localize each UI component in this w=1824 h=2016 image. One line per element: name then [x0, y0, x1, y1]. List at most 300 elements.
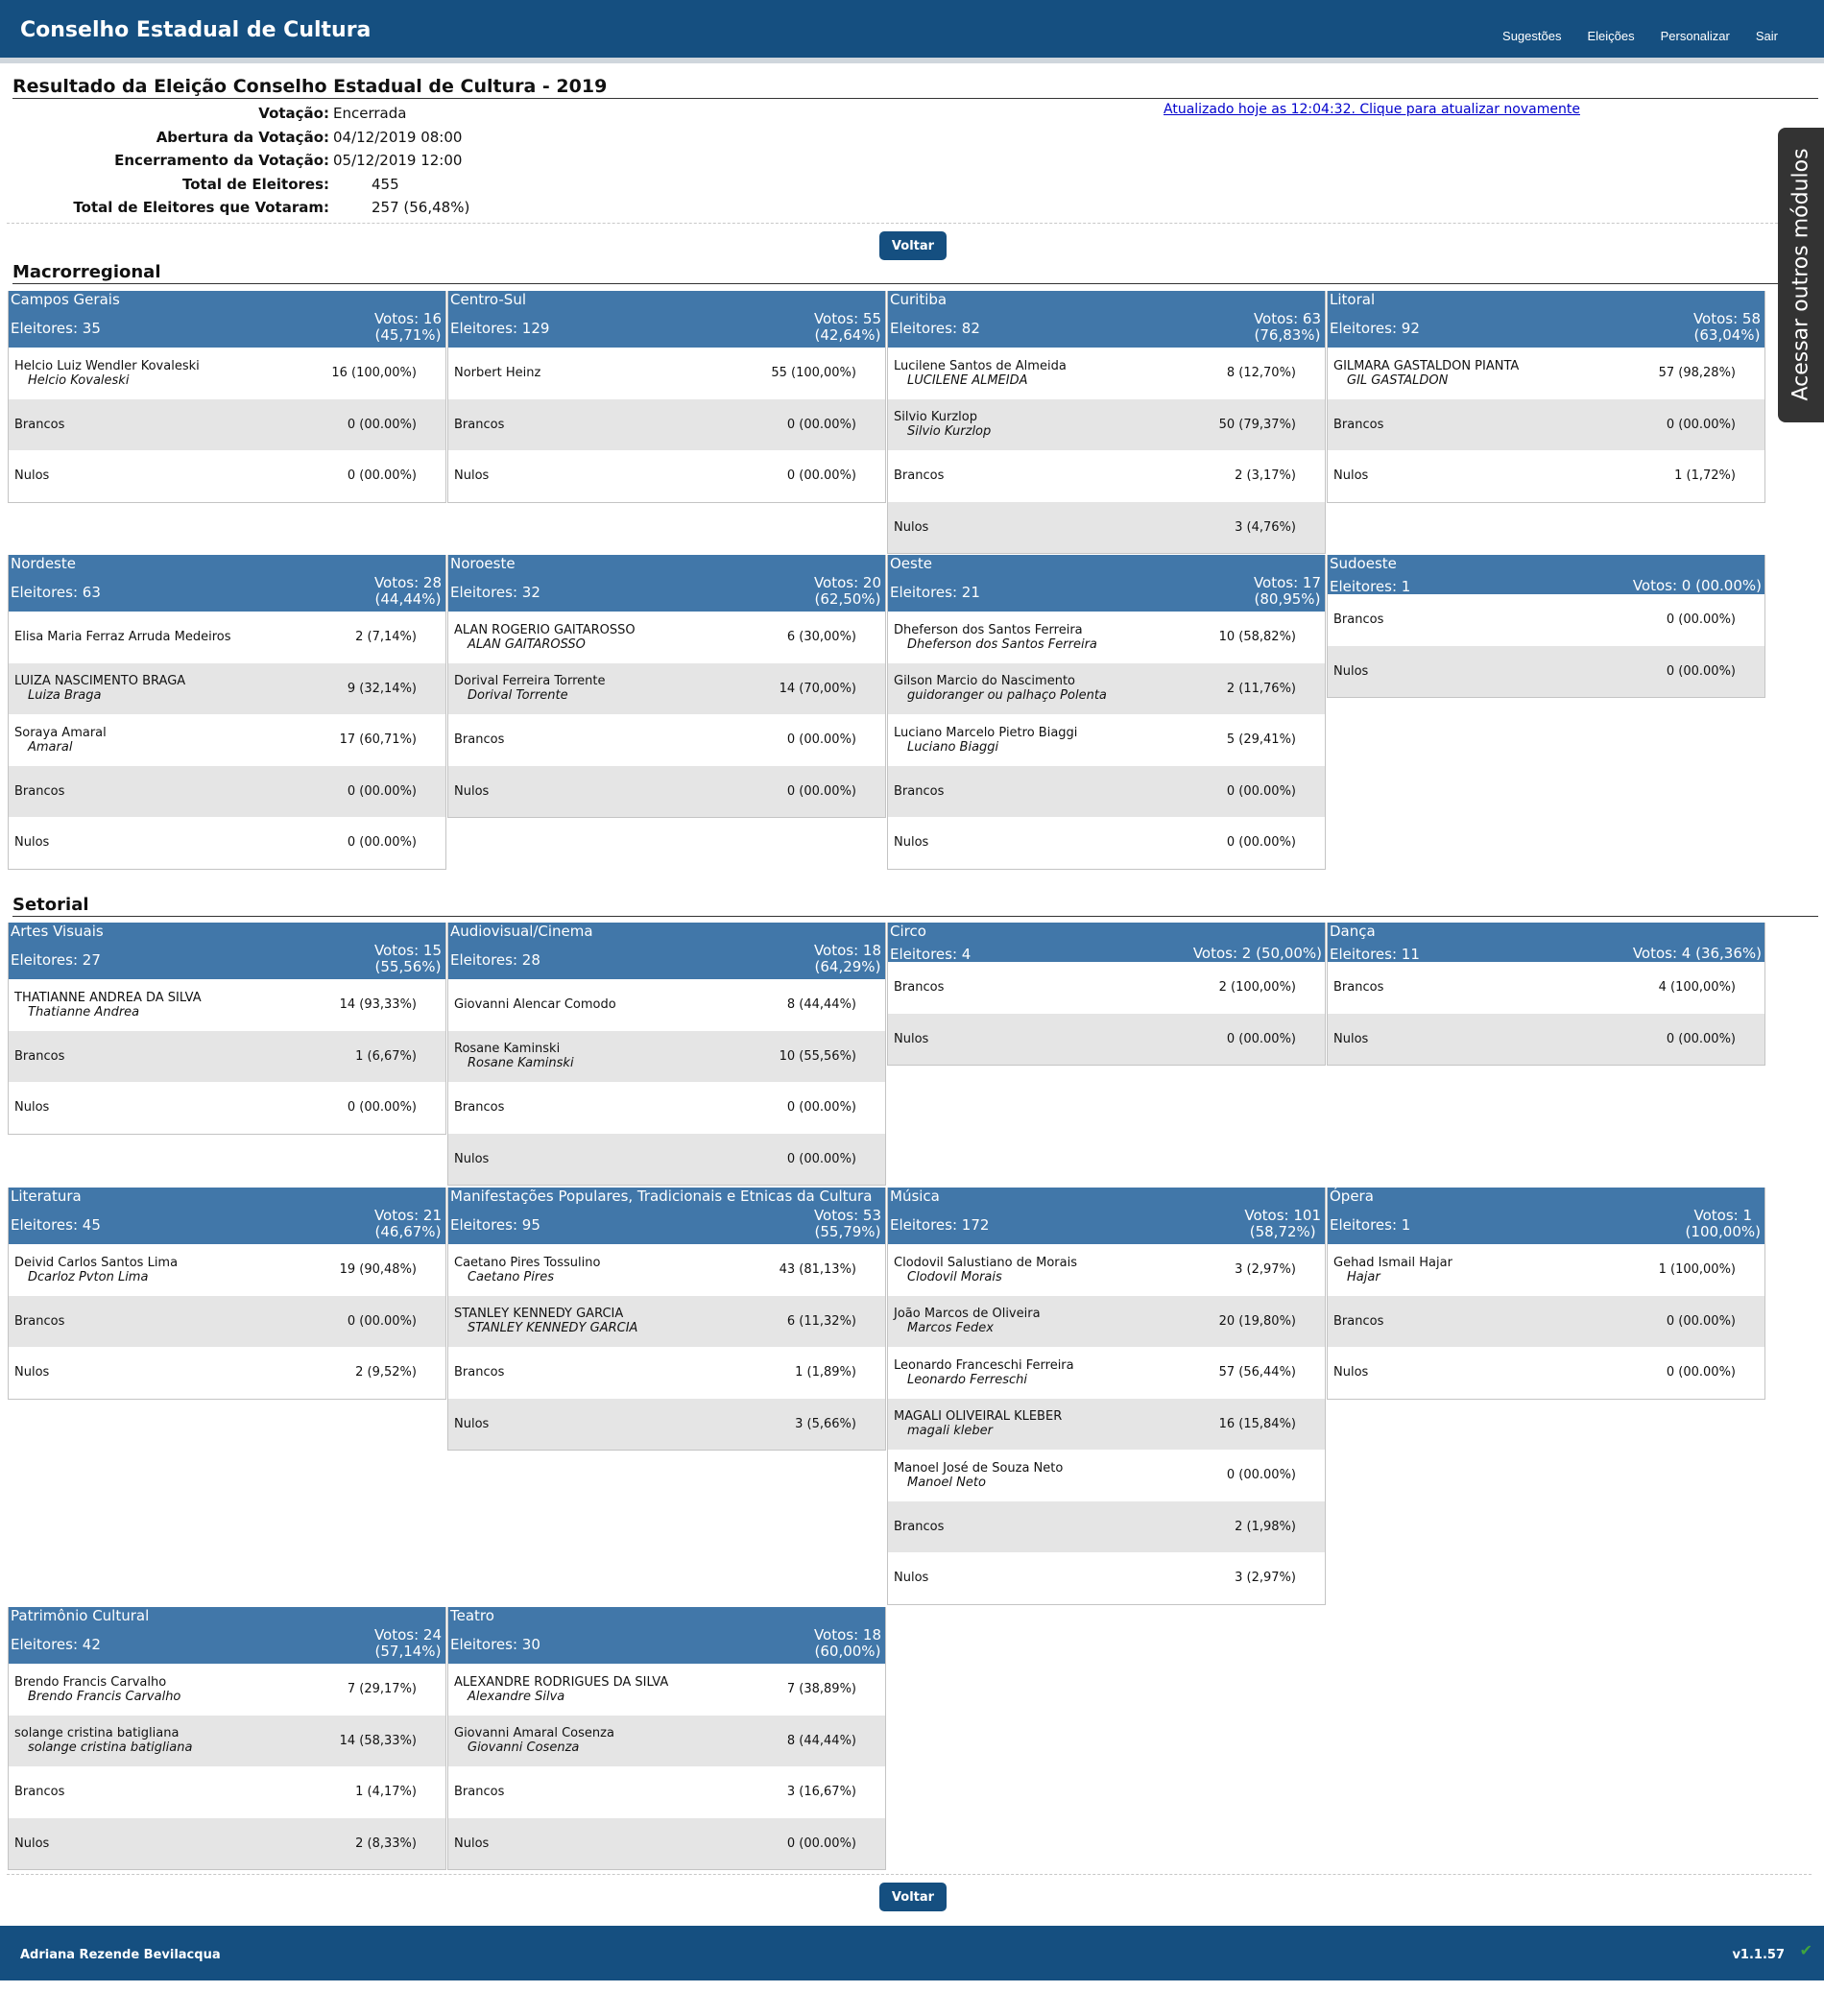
candidate-name: Nulos — [894, 835, 929, 851]
result-row — [448, 450, 885, 502]
candidate-name: Brancos — [14, 1048, 65, 1064]
candidate-name: THATIANNE ANDREA DA SILVA — [14, 990, 202, 1005]
other-modules-label: Acessar outros módulos — [1788, 148, 1813, 401]
card-body — [9, 348, 445, 502]
row-votes: 0 (00.00%) — [786, 1100, 856, 1116]
result-row — [448, 1716, 885, 1767]
row-votes: 1 (1,89%) — [795, 1365, 856, 1380]
card-voters: Eleitores: 32 — [450, 584, 540, 601]
footer-user: Adriana Rezende Bevilacqua — [20, 1948, 221, 1962]
result-row — [1328, 1296, 1764, 1348]
row-candidate — [1333, 1365, 1368, 1380]
candidate-alias: Marcos Fedex — [907, 1321, 994, 1336]
result-card-circo — [887, 923, 1326, 1066]
result-row — [888, 962, 1325, 1014]
result-row — [888, 663, 1325, 715]
row-votes: 2 (8,33%) — [355, 1836, 417, 1851]
voltar-button-top[interactable]: Voltar — [879, 231, 947, 260]
row-candidate — [894, 784, 944, 799]
card-header — [1328, 923, 1764, 962]
row-candidate — [14, 1785, 64, 1799]
candidate-name: Giovanni Alencar Comodo — [454, 997, 616, 1013]
info-label: Abertura da Votação: — [156, 128, 329, 146]
divider — [7, 223, 1812, 224]
result-row — [1328, 1244, 1764, 1296]
candidate-name: Brancos — [1333, 1313, 1384, 1329]
card-body — [1328, 348, 1764, 502]
info-label: Votação: — [258, 105, 329, 123]
row-votes: 0 (00.00%) — [786, 417, 856, 432]
candidate-alias: Luciano Biaggi — [907, 739, 999, 755]
candidate-name: Nulos — [454, 1151, 490, 1166]
candidate-alias: Hajar — [1347, 1269, 1380, 1284]
voltar-button-bottom[interactable]: Voltar — [879, 1883, 947, 1911]
result-row — [9, 1031, 445, 1083]
row-candidate — [454, 674, 606, 703]
result-row — [1328, 1347, 1764, 1399]
row-candidate — [1333, 359, 1519, 388]
row-votes: 7 (29,17%) — [347, 1682, 417, 1697]
check-icon: ✔ — [1799, 1941, 1812, 1959]
result-card-sudoeste — [1327, 555, 1765, 698]
card-votes — [1193, 946, 1322, 962]
row-votes: 16 (15,84%) — [1218, 1416, 1296, 1431]
info-value: 257 (56,48%) — [372, 199, 470, 217]
card-votes — [1686, 1208, 1761, 1240]
card-body — [448, 1244, 885, 1450]
row-candidate — [454, 1785, 504, 1799]
candidate-name: Nulos — [894, 519, 929, 535]
row-candidate — [894, 410, 991, 439]
row-votes: 0 (00.00%) — [1666, 1365, 1736, 1380]
candidate-name: ALAN ROGERIO GAITAROSSO — [454, 622, 636, 637]
candidate-alias: Helcio Kovaleski — [28, 372, 130, 388]
card-title: Música — [890, 1188, 940, 1205]
candidate-name: Nulos — [454, 783, 490, 799]
candidate-name: Norbert Heinz — [454, 366, 541, 381]
card-header — [888, 923, 1325, 962]
result-row — [9, 399, 445, 451]
candidate-name: Nulos — [894, 1031, 929, 1046]
card-title: Patrimônio Cultural — [11, 1607, 150, 1624]
card-votes-line: Votos: 18 — [813, 942, 881, 959]
row-candidate — [894, 1256, 1077, 1284]
card-votes — [374, 943, 442, 975]
card-voters: Eleitores: 95 — [450, 1216, 540, 1234]
result-row — [888, 1014, 1325, 1066]
result-row — [448, 1347, 885, 1399]
card-body — [448, 979, 885, 1185]
candidate-alias: Thatianne Andrea — [28, 1004, 140, 1020]
result-row — [448, 1399, 885, 1451]
row-votes: 14 (70,00%) — [779, 681, 856, 696]
result-row — [9, 817, 445, 869]
result-row — [1328, 1014, 1764, 1066]
result-row — [9, 1766, 445, 1818]
candidate-name: Dheferson dos Santos Ferreira — [894, 622, 1083, 637]
result-row — [9, 348, 445, 399]
card-votes-line: (45,71%) — [374, 326, 442, 344]
row-candidate — [1333, 612, 1383, 627]
row-votes: 7 (38,89%) — [786, 1682, 856, 1697]
candidate-name: Caetano Pires Tossulino — [454, 1255, 601, 1270]
row-candidate — [454, 1365, 504, 1380]
card-votes-line: (62,50%) — [814, 590, 881, 608]
card-header — [448, 555, 885, 612]
row-votes: 1 (100,00%) — [1658, 1262, 1736, 1278]
candidate-name: Giovanni Amaral Cosenza — [454, 1726, 614, 1741]
row-candidate — [14, 726, 107, 755]
result-row — [888, 450, 1325, 502]
card-votes-line: Votos: 24 — [373, 1626, 442, 1644]
row-votes: 0 (00.00%) — [786, 783, 856, 799]
row-votes: 2 (3,17%) — [1235, 468, 1296, 484]
card-votes — [374, 575, 442, 608]
card-header — [1328, 1188, 1764, 1244]
candidate-alias: Dcarloz Pvton Lima — [28, 1269, 149, 1284]
app-header — [0, 0, 1824, 63]
row-votes: 0 (00.00%) — [786, 468, 856, 484]
row-votes: 43 (81,13%) — [779, 1262, 856, 1278]
result-row — [888, 1501, 1325, 1553]
candidate-name: ALEXANDRE RODRIGUES DA SILVA — [454, 1674, 669, 1690]
row-votes: 0 (00.00%) — [1226, 1031, 1296, 1046]
card-voters: Eleitores: 30 — [450, 1636, 540, 1653]
result-row — [9, 766, 445, 818]
candidate-name: Brancos — [894, 468, 945, 484]
result-row — [448, 663, 885, 715]
candidate-name: Nulos — [14, 1365, 50, 1380]
card-header — [9, 1188, 445, 1244]
row-votes: 14 (58,33%) — [339, 1733, 417, 1748]
card-votes — [1254, 575, 1321, 608]
result-card-curitiba — [887, 291, 1326, 554]
result-row — [1328, 594, 1764, 646]
candidate-alias: GIL GASTALDON — [1347, 372, 1449, 388]
result-row — [448, 979, 885, 1031]
candidate-name: Brendo Francis Carvalho — [14, 1674, 167, 1690]
row-votes: 0 (00.00%) — [1226, 1468, 1296, 1483]
card-votes-line: Votos: 21 — [373, 1207, 442, 1224]
card-voters: Eleitores: 63 — [11, 584, 101, 601]
card-votes-line: Votos: 63 — [1253, 310, 1321, 327]
candidate-alias: Luiza Braga — [28, 688, 102, 704]
row-candidate — [894, 623, 1097, 652]
result-row — [448, 1818, 885, 1870]
card-title: Manifestações Populares, Tradicionais e Etnicas da Cultura — [450, 1188, 873, 1205]
card-header — [448, 1607, 885, 1664]
row-votes: 0 (00.00%) — [1226, 783, 1296, 799]
candidate-name: Soraya Amaral — [14, 725, 107, 740]
row-votes: 14 (93,33%) — [339, 997, 417, 1013]
card-votes-line: (64,29%) — [814, 958, 881, 975]
result-card-manifestacoes-populares-tradicionais-e-etnicas-da-cultura — [447, 1188, 886, 1451]
app-title[interactable]: Conselho Estadual de Cultura — [20, 18, 372, 42]
card-votes-line: (55,79%) — [814, 1223, 881, 1240]
result-card-teatro — [447, 1607, 886, 1870]
nav-personalizar[interactable]: Personalizar — [1660, 29, 1730, 43]
result-row — [888, 1552, 1325, 1604]
row-candidate — [454, 1417, 489, 1431]
candidate-name: Brancos — [454, 1785, 505, 1800]
candidate-name: Brancos — [894, 783, 945, 799]
card-votes-line: (42,64%) — [814, 326, 881, 344]
candidate-name: Brancos — [454, 1365, 505, 1380]
row-votes: 1 (4,17%) — [355, 1785, 417, 1800]
row-candidate — [894, 835, 928, 850]
card-voters: Eleitores: 4 — [890, 946, 972, 963]
candidate-alias: Brendo Francis Carvalho — [28, 1689, 181, 1704]
result-row — [448, 1296, 885, 1348]
row-candidate — [1333, 664, 1368, 679]
section-title-setorial: Setorial — [12, 895, 1818, 917]
card-header — [9, 555, 445, 612]
row-candidate — [14, 1100, 49, 1115]
candidate-name: Rosane Kaminski — [454, 1042, 561, 1057]
card-body — [9, 979, 445, 1134]
row-candidate — [14, 468, 49, 483]
row-votes: 57 (56,44%) — [1218, 1365, 1296, 1380]
row-votes: 0 (00.00%) — [786, 1836, 856, 1851]
row-votes: 4 (100,00%) — [1658, 980, 1736, 996]
card-voters: Eleitores: 45 — [11, 1216, 101, 1234]
row-candidate — [454, 366, 540, 380]
row-candidate — [14, 359, 200, 388]
card-voters: Eleitores: 1 — [1330, 578, 1411, 595]
row-candidate — [14, 784, 64, 799]
row-votes: 0 (00.00%) — [347, 417, 417, 432]
candidate-name: Brancos — [14, 1785, 65, 1800]
result-row — [888, 399, 1325, 451]
candidate-name: Clodovil Salustiano de Morais — [894, 1255, 1077, 1270]
result-row — [448, 766, 885, 818]
card-votes — [374, 1627, 442, 1660]
card-body — [888, 1244, 1325, 1604]
row-candidate — [894, 1571, 928, 1585]
candidate-name: Brancos — [14, 417, 65, 432]
candidate-name: Gilson Marcio do Nascimento — [894, 674, 1075, 689]
result-row — [448, 1244, 885, 1296]
row-candidate — [454, 784, 489, 799]
info-label: Encerramento da Votação: — [114, 152, 329, 170]
result-row — [9, 1716, 445, 1767]
card-body — [448, 1664, 885, 1869]
result-card-oeste — [887, 555, 1326, 870]
result-row — [448, 1766, 885, 1818]
candidate-alias: Silvio Kurzlop — [907, 424, 992, 440]
row-votes: 20 (19,80%) — [1218, 1313, 1296, 1329]
result-card-centro-sul — [447, 291, 886, 503]
card-title: Dança — [1330, 923, 1376, 940]
card-voters: Eleitores: 1 — [1330, 1216, 1411, 1234]
row-votes: 2 (9,52%) — [355, 1365, 417, 1380]
card-title: Ópera — [1330, 1188, 1374, 1205]
row-candidate — [454, 1836, 489, 1851]
nav-eleicoes[interactable]: Eleições — [1587, 29, 1635, 43]
row-candidate — [14, 1049, 64, 1064]
card-votes-line: Votos: 18 — [813, 1626, 881, 1644]
nav-sugestoes[interactable]: Sugestões — [1502, 29, 1562, 43]
row-votes: 1 (6,67%) — [355, 1048, 417, 1064]
row-candidate — [894, 1032, 928, 1046]
card-title: Campos Gerais — [11, 291, 120, 308]
card-header — [448, 923, 885, 979]
info-voted — [0, 196, 469, 220]
card-title: Audiovisual/Cinema — [450, 923, 593, 940]
row-votes: 9 (32,14%) — [347, 681, 417, 696]
candidate-name: Nulos — [1333, 468, 1369, 484]
card-votes — [1633, 946, 1762, 962]
card-votes-line: Votos: 2 (50,00%) — [1192, 945, 1322, 962]
row-candidate — [454, 1042, 574, 1070]
card-votes-line: Votos: 4 (36,36%) — [1632, 945, 1762, 962]
candidate-name: Nulos — [14, 835, 50, 851]
row-votes: 19 (90,48%) — [339, 1262, 417, 1278]
candidate-name: Nulos — [894, 1571, 929, 1586]
row-votes: 0 (00.00%) — [347, 835, 417, 851]
section-title-macrorregional: Macrorregional — [12, 262, 1818, 284]
info-label: Total de Eleitores que Votaram: — [73, 199, 329, 217]
card-header — [888, 291, 1325, 348]
candidate-alias: Giovanni Cosenza — [468, 1740, 580, 1756]
result-row — [888, 1399, 1325, 1451]
result-row — [1328, 646, 1764, 698]
card-header — [9, 291, 445, 348]
row-votes: 3 (16,67%) — [786, 1785, 856, 1800]
card-votes-line: Votos: 15 — [373, 942, 442, 959]
row-candidate — [14, 674, 185, 703]
card-body — [888, 962, 1325, 1065]
card-voters: Eleitores: 92 — [1330, 320, 1420, 337]
row-votes: 3 (2,97%) — [1235, 1262, 1296, 1278]
candidate-name: Brancos — [14, 783, 65, 799]
card-voters: Eleitores: 11 — [1330, 946, 1420, 963]
result-card-opera — [1327, 1188, 1765, 1400]
card-body — [1328, 1244, 1764, 1399]
candidate-name: solange cristina batigliana — [14, 1726, 180, 1741]
row-votes: 0 (00.00%) — [1666, 612, 1736, 628]
candidate-alias: magali kleber — [907, 1424, 993, 1439]
row-candidate — [894, 674, 1107, 703]
refresh-link[interactable]: Atualizado hoje as 12:04:32. Clique para atualizar novamente — [1164, 102, 1580, 117]
info-value: 455 — [372, 175, 399, 193]
candidate-name: Nulos — [1333, 1031, 1369, 1046]
card-title: Nordeste — [11, 555, 76, 572]
card-header — [448, 291, 885, 348]
row-votes: 0 (00.00%) — [1226, 835, 1296, 851]
card-votes-line: Votos: 0 (00.00%) — [1632, 577, 1762, 594]
nav-sair[interactable]: Sair — [1755, 29, 1778, 43]
card-title: Circo — [890, 923, 926, 940]
card-votes — [814, 943, 881, 975]
card-votes-line: Votos: 20 — [813, 574, 881, 591]
card-voters: Eleitores: 21 — [890, 584, 980, 601]
row-votes: 17 (60,71%) — [339, 732, 417, 748]
row-candidate — [1333, 1032, 1368, 1046]
result-row — [888, 1244, 1325, 1296]
candidate-name: Nulos — [454, 1836, 490, 1851]
result-row — [9, 612, 445, 663]
card-title: Oeste — [890, 555, 932, 572]
card-votes-line: (44,44%) — [374, 590, 442, 608]
card-body — [1328, 594, 1764, 697]
result-row — [9, 1664, 445, 1716]
result-row — [448, 1664, 885, 1716]
card-votes-line: (76,83%) — [1254, 326, 1321, 344]
result-row — [448, 1082, 885, 1134]
row-candidate — [14, 1726, 192, 1755]
row-votes: 1 (1,72%) — [1674, 468, 1736, 484]
row-votes: 2 (1,98%) — [1235, 1519, 1296, 1534]
row-candidate — [894, 468, 944, 483]
result-row — [888, 1296, 1325, 1348]
row-candidate — [894, 520, 928, 535]
row-candidate — [894, 1409, 1062, 1438]
row-votes: 10 (55,56%) — [779, 1048, 856, 1064]
info-value: 04/12/2019 08:00 — [333, 128, 463, 146]
card-title: Curitiba — [890, 291, 948, 308]
card-title: Artes Visuais — [11, 923, 104, 940]
row-votes: 16 (100,00%) — [331, 366, 417, 381]
card-votes-line: (63,04%) — [1693, 326, 1761, 344]
top-nav — [1502, 29, 1778, 43]
row-votes: 0 (00.00%) — [347, 783, 417, 799]
card-votes — [1244, 1208, 1321, 1240]
card-votes — [1254, 311, 1321, 344]
result-row — [888, 612, 1325, 663]
row-candidate — [454, 1307, 637, 1335]
card-voters: Eleitores: 172 — [890, 1216, 990, 1234]
card-votes-line: Votos: 55 — [813, 310, 881, 327]
info-total-voters — [0, 173, 469, 197]
row-votes: 8 (44,44%) — [786, 1733, 856, 1748]
result-card-artes-visuais — [8, 923, 446, 1135]
candidate-alias: Rosane Kaminski — [468, 1056, 574, 1071]
row-candidate — [454, 468, 489, 483]
row-candidate — [14, 630, 231, 644]
result-row — [9, 714, 445, 766]
row-votes: 3 (5,66%) — [795, 1416, 856, 1431]
result-row — [9, 979, 445, 1031]
candidate-name: Brancos — [14, 1313, 65, 1329]
candidate-alias: Manoel Neto — [907, 1475, 986, 1490]
row-votes: 5 (29,41%) — [1226, 732, 1296, 748]
result-card-campos-gerais — [8, 291, 446, 503]
row-candidate — [454, 1100, 504, 1115]
result-card-patrimonio-cultural — [8, 1607, 446, 1870]
result-row — [888, 817, 1325, 869]
card-voters: Eleitores: 42 — [11, 1636, 101, 1653]
result-card-nordeste — [8, 555, 446, 870]
card-title: Centro-Sul — [450, 291, 526, 308]
row-candidate — [1333, 980, 1383, 995]
row-votes: 6 (30,00%) — [786, 630, 856, 645]
result-row — [888, 1347, 1325, 1399]
card-votes-line: Votos: 16 — [373, 310, 442, 327]
result-row — [9, 1347, 445, 1399]
result-card-noroeste — [447, 555, 886, 818]
row-candidate — [454, 997, 616, 1012]
candidate-name: Brancos — [454, 417, 505, 432]
result-card-litoral — [1327, 291, 1765, 503]
other-modules-tab[interactable] — [1778, 128, 1824, 422]
row-candidate — [1333, 1256, 1452, 1284]
result-card-audiovisual-cinema — [447, 923, 886, 1186]
card-votes — [814, 575, 881, 608]
row-candidate — [894, 1307, 1041, 1335]
info-opening — [0, 126, 469, 150]
result-row — [448, 399, 885, 451]
